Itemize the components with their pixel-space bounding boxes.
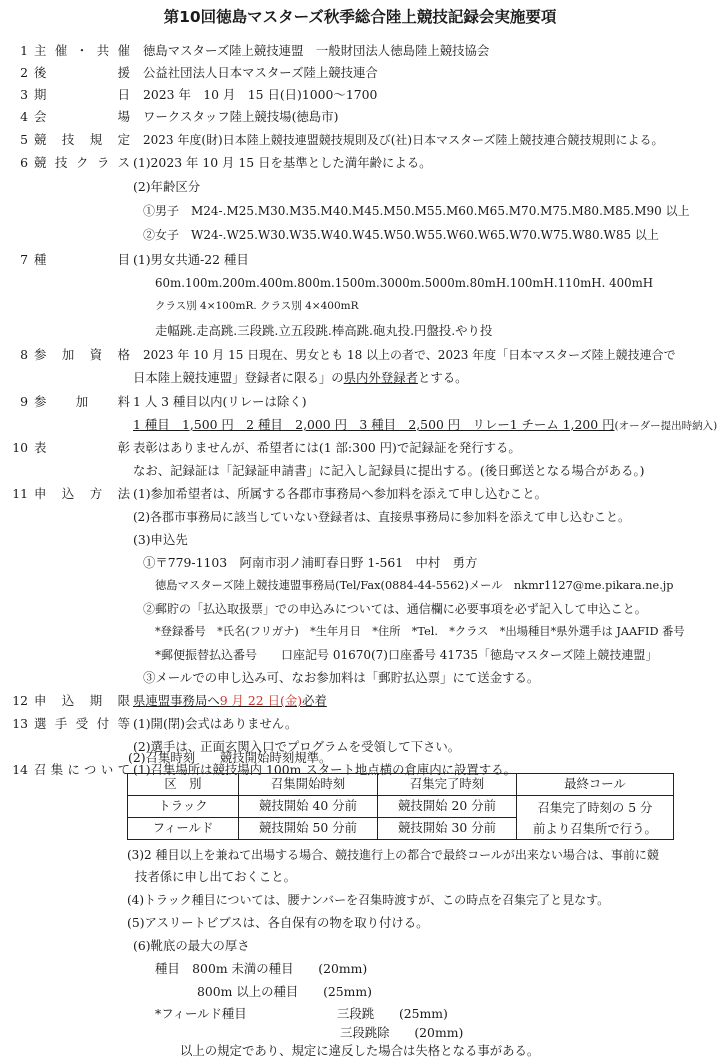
- class-line: ①男子 M24-.M25.M30.M35.M40.M45.M50.M55.M60.M65.M70.M75.M80.M85.M90 以上: [143, 204, 690, 218]
- application-line: (1)参加希望者は、所属する各郡市事務局へ参加料を添えて申し込むこと。: [133, 486, 548, 501]
- table-cell: トラック: [128, 796, 239, 818]
- event-line: (1)男女共通-22 種目: [133, 252, 249, 267]
- shoe-thickness-line: 種目 800m 未満の種目 (20mm): [155, 961, 368, 976]
- section-number: 8: [20, 347, 28, 362]
- deadline: 県連盟事務局へ9 月 22 日(金)必着: [133, 693, 327, 708]
- postal-transfer-number: *郵便振替払込番号 口座記号 01670(7)口座番号 41735「徳島マスターズ陸上競技連盟」: [155, 648, 658, 662]
- application-line: (3)申込先: [133, 532, 188, 547]
- section-label: 主催・共催: [34, 43, 130, 58]
- call-line: (6)靴底の最大の厚さ: [133, 938, 250, 953]
- table-header: 最終コール: [517, 774, 674, 796]
- section-number: 9: [20, 394, 28, 409]
- document-title: 第10回徳島マスターズ秋季総合陸上競技記録会実施要項: [163, 8, 557, 26]
- section-label: 申込期限: [34, 693, 130, 708]
- class-line: ②女子 W24-.W25.W30.W35.W40.W45.W50.W55.W60.W65.W70.W75.W80.W85 以上: [143, 228, 659, 242]
- section-number: 3: [20, 87, 28, 102]
- final-call-line: 前より召集所で行う。: [533, 820, 657, 836]
- call-schedule-table: [127, 773, 674, 840]
- event-line: 走幅跳.走高跳.三段跳.立五段跳.棒高跳.砲丸投.円盤投.やり投: [155, 323, 493, 338]
- section-number: 6: [20, 155, 28, 170]
- event-line: クラス別 4×100mR. クラス別 4×400mR: [155, 300, 359, 312]
- table-cell: 競技開始 30 分前: [378, 818, 517, 840]
- section-number: 10: [12, 440, 28, 455]
- call-line: (2)召集時刻 競技開始時刻規準。: [128, 750, 332, 765]
- section-label: 申込方法: [34, 486, 130, 501]
- section-label: 種目: [34, 252, 130, 267]
- application-line: ②郵貯の「払込取扱票」での申込みについては、通信欄に必要事項を必ず記入して申込こと。: [143, 602, 647, 616]
- section-number: 2: [20, 65, 28, 80]
- application-contact: 徳島マスターズ陸上競技連盟事務局(Tel/Fax(0884-44-5562)メール nkmr1127@me.pikara.ne.jp: [155, 579, 674, 592]
- organizers: 徳島マスターズ陸上競技連盟 一般財団法人徳島陸上競技協会: [143, 43, 490, 58]
- shoe-thickness-line: 800m 以上の種目 (25mm): [197, 984, 373, 999]
- section-label: 表彰: [34, 440, 130, 455]
- application-address: ①〒779-1103 阿南市羽ノ浦町春日野 1-561 中村 勇方: [143, 555, 478, 570]
- call-line: (5)アスリートビブスは、各自保有の物を取り付ける。: [127, 915, 429, 930]
- call-line: (4)トラック種目については、腰ナンバーを召集時渡すが、この時点を召集完了と見なす。: [127, 893, 610, 907]
- section-number: 12: [12, 693, 28, 708]
- sponsor: 公益社団法人日本マスターズ陸上競技連合: [143, 65, 378, 80]
- table-header: 召集開始時刻: [239, 774, 378, 796]
- section-label: 参加資格: [34, 347, 130, 362]
- application-fields: *登録番号 *氏名(フリガナ) *生年月日 *住所 *Tel. *クラス *出場種目*県外選手は JAAFID 番号: [155, 625, 685, 638]
- section-number: 13: [12, 716, 28, 731]
- shoe-thickness-line: *フィールド種目: [155, 1006, 247, 1021]
- competition-rules: 2023 年度(財)日本陸上競技連盟競技規則及び(社)日本マスターズ陸上競技連合競技規則による。: [143, 133, 664, 147]
- section-label: 召集について: [34, 762, 130, 777]
- call-line: (3)2 種目以上を兼ねて出場する場合、競技進行上の都合で最終コールが出来ない場合は、事前に競: [127, 848, 659, 862]
- final-call-line: 召集完了時刻の 5 分: [537, 799, 653, 815]
- section-label: 会場: [34, 109, 130, 124]
- class-line: (2)年齢区分: [133, 179, 201, 194]
- call-line: 技者係に申し出ておくこと。: [135, 869, 297, 884]
- section-number: 14: [12, 762, 28, 777]
- shoe-thickness-line: 三段跳 (25mm): [337, 1006, 448, 1021]
- table-cell: 競技開始 40 分前: [239, 796, 378, 818]
- shoe-thickness-line: 三段跳除 (20mm): [340, 1025, 464, 1040]
- venue: ワークスタッフ陸上競技場(徳島市): [143, 109, 339, 124]
- application-line: (2)各郡市事務局に該当していない登録者は、直接県事務局に参加料を添えて申し込むこと。: [133, 510, 631, 524]
- table-cell: 競技開始 50 分前: [239, 818, 378, 840]
- table-cell: 競技開始 20 分前: [378, 796, 517, 818]
- event-date: 2023 年 10 月 15 日(日)1000～1700: [143, 87, 378, 102]
- table-header: 区 別: [128, 774, 239, 796]
- final-call-cell: [517, 796, 674, 840]
- table-header-row: [128, 774, 674, 796]
- section-label: 期日: [34, 87, 130, 102]
- table-header: 召集完了時刻: [378, 774, 517, 796]
- section-number: 5: [20, 132, 28, 147]
- section-label: 競技規定: [34, 132, 130, 147]
- application-line: ③メールでの申し込み可、なお参加料は「郵貯払込票」にて送金する。: [143, 670, 540, 685]
- eligibility-line: 日本陸上競技連盟」登録者に限る」の県内外登録者とする。: [133, 370, 468, 385]
- section-label: 選手受付等: [34, 716, 130, 731]
- fee-line: 1 種目 1,500 円 2 種目 2,000 円 3 種目 2,500 円 リレー1 チーム 1,200 円(オーダー提出時納入): [133, 417, 718, 432]
- award-line: なお、記録証は「記録証申請書」に記入し記録員に提出する。(後日郵送となる場合がある。): [133, 463, 645, 478]
- closing-note: 以上の規定であり、規定に違反した場合は失格となる事がある。: [180, 1043, 540, 1058]
- call-line: (1)召集場所は競技場内 100m スタート地点横の倉庫内に設置する。: [133, 762, 516, 777]
- award-line: 表彰はありませんが、希望者には(1 部:300 円)で記録証を発行する。: [133, 440, 521, 455]
- reception-line: (1)開(閉)会式はありません。: [133, 716, 298, 731]
- section-number: 4: [20, 109, 28, 124]
- table-cell: フィールド: [128, 818, 239, 840]
- eligibility-line: 2023 年 10 月 15 日現在、男女とも 18 以上の者で、2023 年度「日本マスターズ陸上競技連合で: [143, 348, 676, 362]
- fee-line: 1 人 3 種目以内(リレーは除く): [133, 394, 307, 409]
- section-label: 後援: [34, 65, 130, 80]
- reception-line: (2)選手は、正面玄関入口でプログラムを受領して下さい。: [133, 739, 461, 754]
- section-label: 競技クラス: [34, 155, 130, 170]
- section-number: 1: [20, 43, 28, 58]
- table-row: [128, 796, 674, 818]
- section-label: 参加料: [34, 394, 130, 409]
- event-line: 60m.100m.200m.400m.800m.1500m.3000m.5000m.80mH.100mH.110mH. 400mH: [155, 276, 654, 290]
- section-number: 11: [12, 486, 28, 501]
- deadline-date: 9 月 22 日(金): [219, 693, 303, 708]
- section-number: 7: [20, 252, 28, 267]
- class-line: (1)2023 年 10 月 15 日を基準とした満年齢による。: [133, 155, 432, 170]
